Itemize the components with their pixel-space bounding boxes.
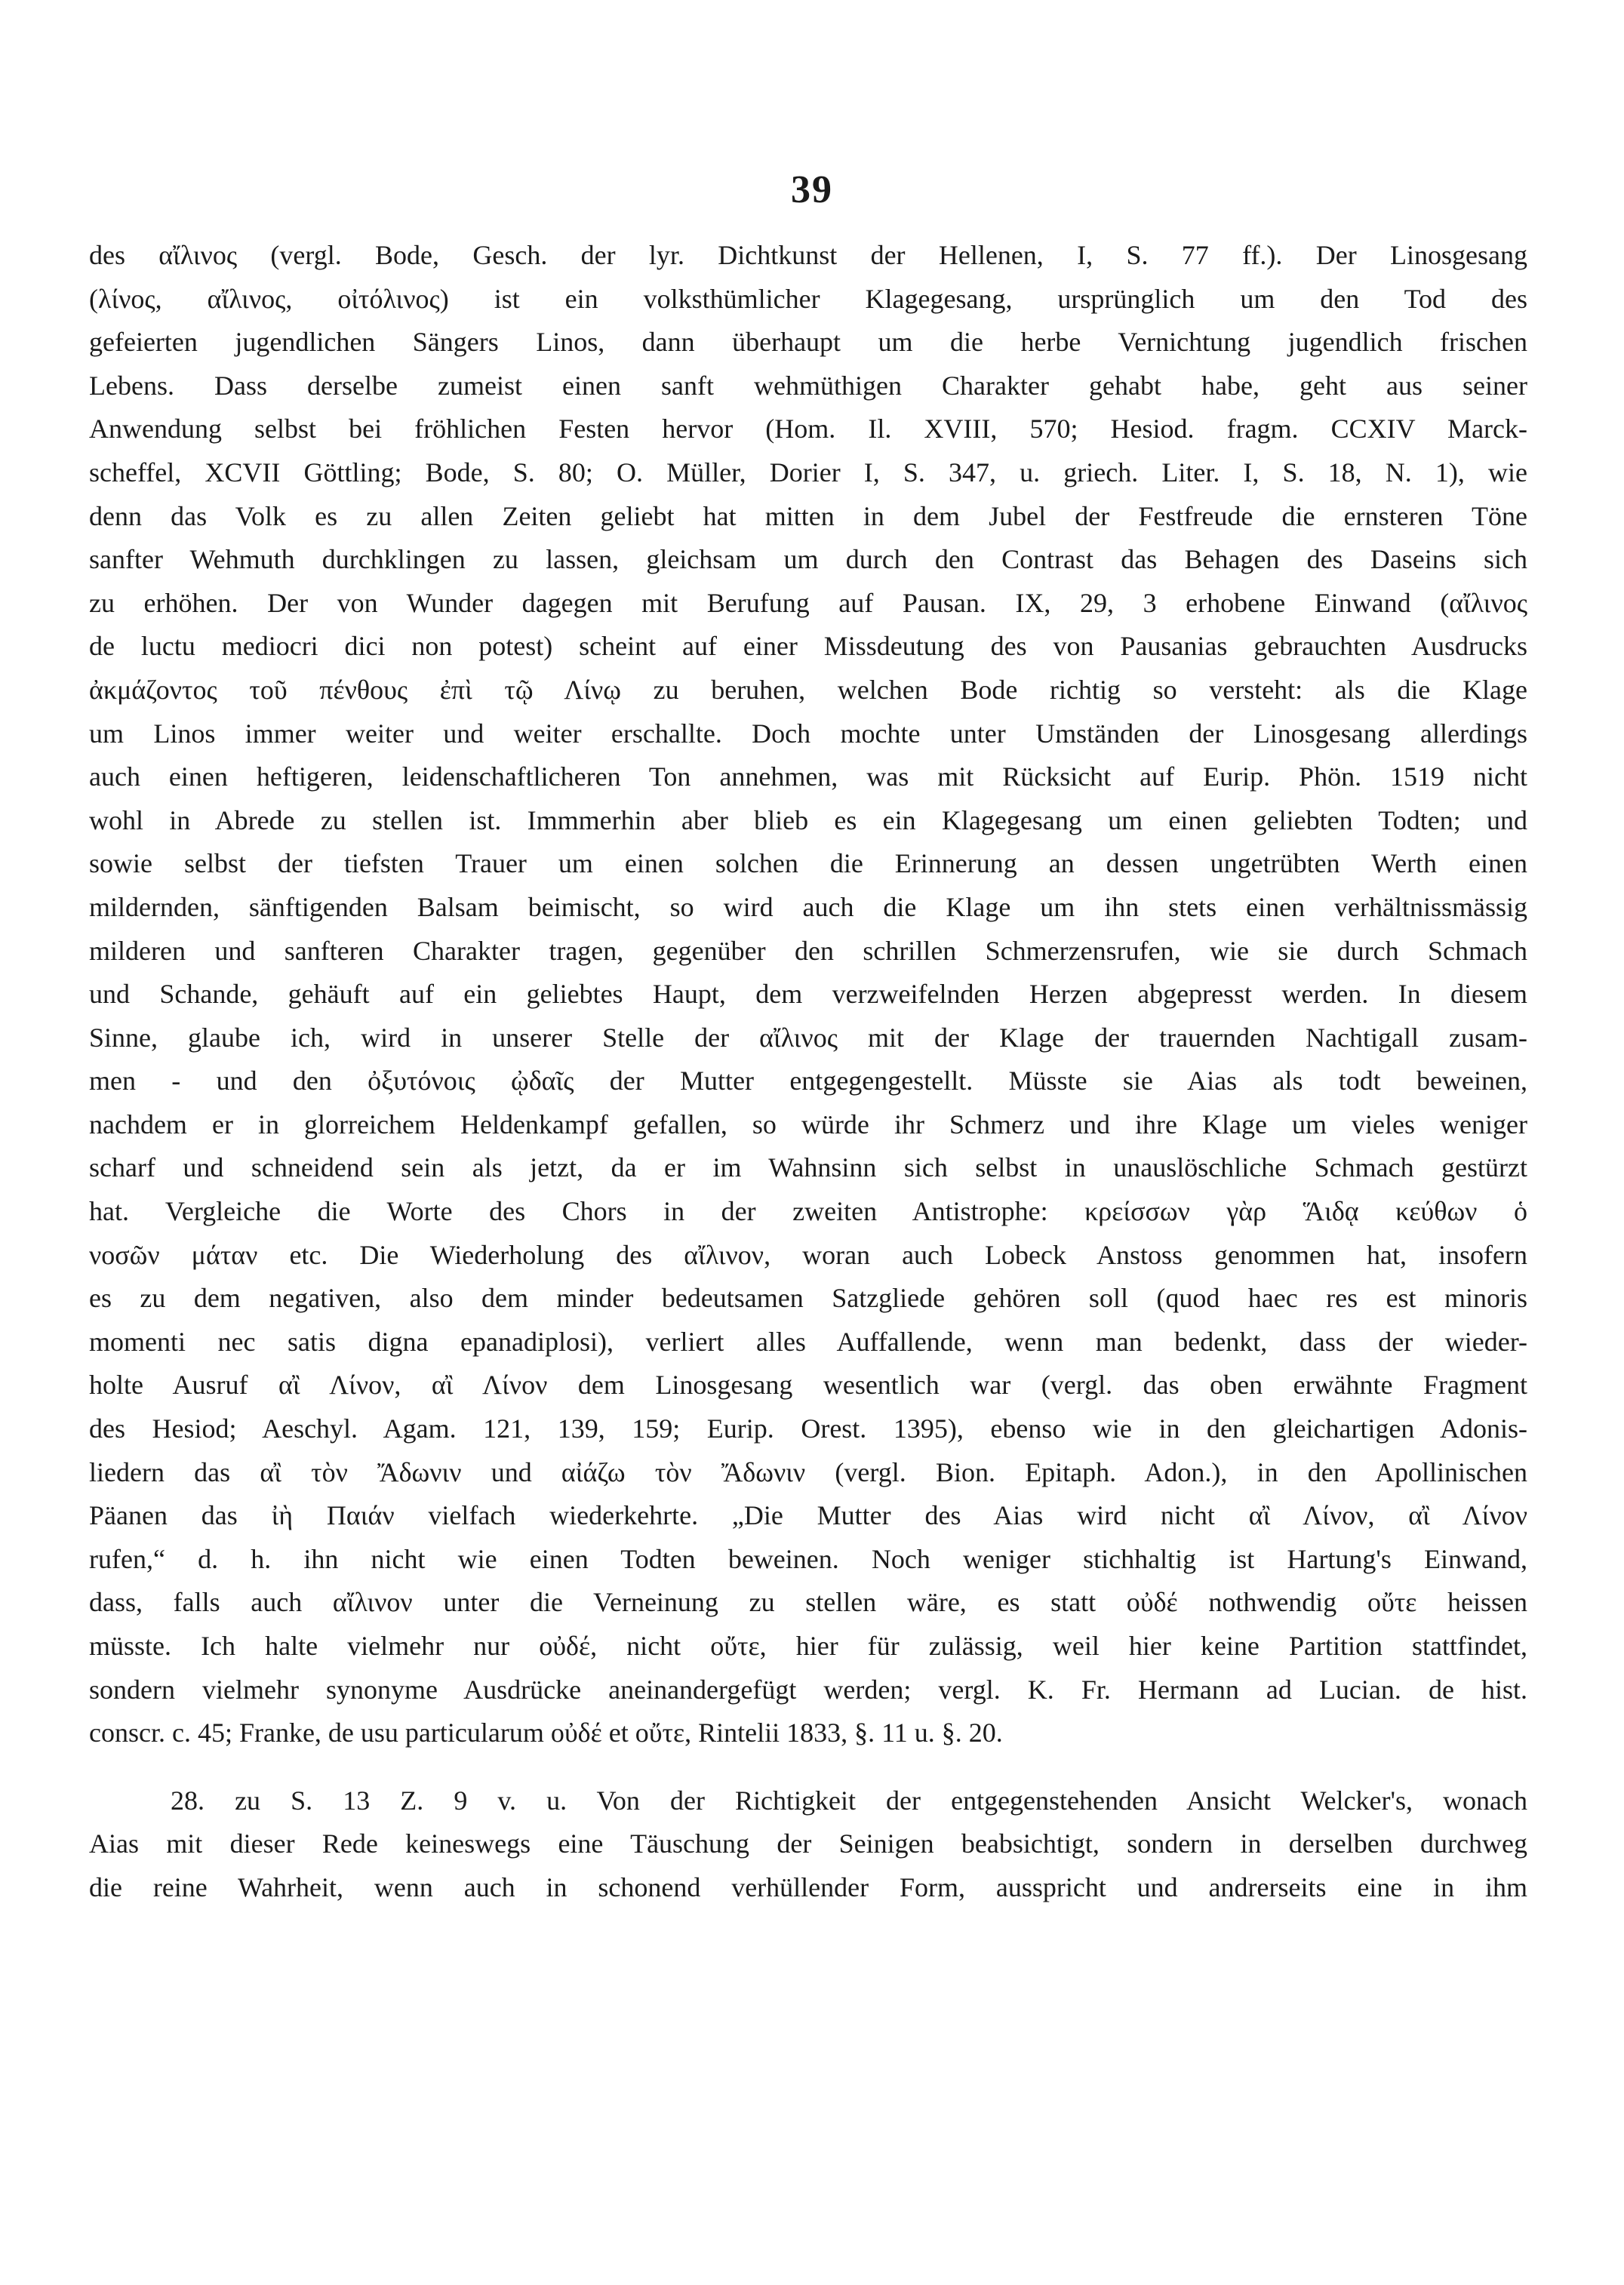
text-line: es zu dem negativen, also dem minder bedeutsamen Satzgliede gehören soll (quod haec res est minoris bbox=[89, 1283, 1527, 1314]
text-line: rufen,“ d. h. ihn nicht wie einen Todten beweinen. Noch weniger stichhaltig ist Hartung's Einwand, bbox=[89, 1543, 1527, 1574]
text-line: dass, falls auch αἴλινον unter die Verneinung zu stellen wäre, es statt οὐδέ nothwendig οὔτε heissen bbox=[89, 1587, 1527, 1618]
text-line: gefeierten jugendlichen Sängers Linos, dann überhaupt um die herbe Vernichtung jugendlich frischen bbox=[89, 327, 1527, 358]
text-line: müsste. Ich halte vielmehr nur οὐδέ, nicht οὔτε, hier für zulässig, weil hier keine Partition stattfindet, bbox=[89, 1631, 1527, 1661]
text-line: die reine Wahrheit, wenn auch in schonend verhüllender Form, ausspricht und andrerseits eine in ihm bbox=[89, 1871, 1527, 1902]
body-text bbox=[89, 234, 1527, 1910]
text-line: sondern vielmehr synonyme Ausdrücke aneinandergefügt werden; vergl. K. Fr. Hermann ad Lucian. de hist. bbox=[89, 1674, 1527, 1705]
text-line: sanfter Wehmuth durchklingen zu lassen, gleichsam um durch den Contrast das Behagen des Daseins sich bbox=[89, 544, 1527, 575]
text-line: und Schande, gehäuft auf ein geliebtes Haupt, dem verzweifelnden Herzen abgepresst werden. In diesem bbox=[89, 979, 1527, 1010]
text-line: Sinne, glaube ich, wird in unserer Stelle der αἴλινος mit der Klage der trauernden Nachtigall zusam- bbox=[89, 1022, 1527, 1053]
text-line: mildernden, sänftigenden Balsam beimischt, so wird auch die Klage um ihn stets einen verhältnissmässig bbox=[89, 891, 1527, 922]
text-line: scharf und schneidend sein als jetzt, da er im Wahnsinn sich selbst in unauslöschliche Schmach gestürzt bbox=[89, 1152, 1527, 1183]
text-line: Lebens. Dass derselbe zumeist einen sanft wehmüthigen Charakter gehabt habe, geht aus seiner bbox=[89, 370, 1527, 401]
text-line: des Hesiod; Aeschyl. Agam. 121, 139, 159; Eurip. Orest. 1395), ebenso wie in den gleichartigen Adonis- bbox=[89, 1413, 1527, 1444]
text-line: des αἴλινος (vergl. Bode, Gesch. der lyr. Dichtkunst der Hellenen, I, S. 77 ff.). Der Linosgesang bbox=[89, 240, 1527, 270]
text-line: milderen und sanfteren Charakter tragen, gegenüber den schrillen Schmerzensrufen, wie sie durch Schmach bbox=[89, 935, 1527, 966]
text-line: nachdem er in glorreichem Heldenkampf gefallen, so würde ihr Schmerz und ihre Klage um vieles weniger bbox=[89, 1109, 1527, 1139]
page-number: 39 bbox=[791, 168, 833, 211]
text-line: denn das Volk es zu allen Zeiten geliebt hat mitten in dem Jubel der Festfreude die ernsteren Töne bbox=[89, 500, 1527, 531]
text-line: um Linos immer weiter und weiter erschallte. Doch mochte unter Umständen der Linosgesang allerdings bbox=[89, 718, 1527, 749]
text-line: conscr. c. 45; Franke, de usu particularum οὐδέ et οὔτε, Rintelii 1833, §. 11 u. §. 20. bbox=[89, 1718, 1003, 1748]
text-line: momenti nec satis digna epanadiplosi), verliert alles Auffallende, wenn man bedenkt, dass der wieder- bbox=[89, 1326, 1527, 1357]
text-line: Anwendung selbst bei fröhlichen Festen hervor (Hom. Il. XVIII, 570; Hesiod. fragm. CCXIV Marck- bbox=[89, 414, 1527, 444]
text-line: νοσῶν μάταν etc. Die Wiederholung des αἴλινον, woran auch Lobeck Anstoss genommen hat, insofern bbox=[89, 1239, 1527, 1270]
text-line: scheffel, XCVII Göttling; Bode, S. 80; O. Müller, Dorier I, S. 347, u. griech. Liter. I, S. 18, N. 1), wie bbox=[89, 457, 1527, 487]
text-line: men - und den ὀξυτόνοις ᾠδαῖς der Mutter entgegengestellt. Müsste sie Aias als todt beweinen, bbox=[89, 1066, 1527, 1096]
text-line: (λίνος, αἴλινος, οἰτόλινος) ist ein volksthümlicher Klagegesang, ursprünglich um den Tod des bbox=[89, 283, 1527, 314]
text-line: wohl in Abrede zu stellen ist. Immmerhin aber blieb es ein Klagegesang um einen geliebten Todten; und bbox=[89, 804, 1527, 835]
paragraph-gap bbox=[89, 1755, 1527, 1779]
text-line: holte Ausruf αἲ Λίνον, αἲ Λίνον dem Linosgesang wesentlich war (vergl. das oben erwähnte Fragment bbox=[89, 1370, 1527, 1401]
text-line: Päanen das ἰὴ Παιάν vielfach wiederkehrte. „Die Mutter des Aias wird nicht αἲ Λίνον, αἲ Λίνον bbox=[89, 1500, 1527, 1531]
text-line: 28. zu S. 13 Z. 9 v. u. Von der Richtigkeit der entgegenstehenden Ansicht Welcker's, wonach bbox=[171, 1785, 1527, 1816]
text-line: zu erhöhen. Der von Wunder dagegen mit Berufung auf Pausan. IX, 29, 3 erhobene Einwand (αἴλινος bbox=[89, 587, 1527, 618]
text-line: de luctu mediocri dici non potest) scheint auf einer Missdeutung des von Pausanias gebrauchten Ausdrucks bbox=[89, 631, 1527, 662]
text-line: hat. Vergleiche die Worte des Chors in der zweiten Antistrophe: κρείσσων γὰρ Ἅιδᾳ κεύθων ὁ bbox=[89, 1196, 1527, 1227]
paragraph-linosgesang bbox=[89, 234, 1527, 1755]
text-line: auch einen heftigeren, leidenschaftlicheren Ton annehmen, was mit Rücksicht auf Eurip. Phön. 1519 nicht bbox=[89, 761, 1527, 792]
text-line: ἀκμάζοντος τοῦ πένθους ἐπὶ τῷ Λίνῳ zu beruhen, welchen Bode richtig so versteht: als die Klage bbox=[89, 674, 1527, 705]
text-line: liedern das αἲ τὸν Ἄδωνιν und αἰάζω τὸν Ἄδωνιν (vergl. Bion. Epitaph. Adon.), in den Apollinischen bbox=[89, 1456, 1527, 1487]
text-line: sowie selbst der tiefsten Trauer um einen solchen die Erinnerung an dessen ungetrübten Werth einen bbox=[89, 848, 1527, 879]
paragraph-note-28 bbox=[89, 1779, 1527, 1910]
text-line: Aias mit dieser Rede keineswegs eine Täuschung der Seinigen beabsichtigt, sondern in derselben durchweg bbox=[89, 1828, 1527, 1859]
